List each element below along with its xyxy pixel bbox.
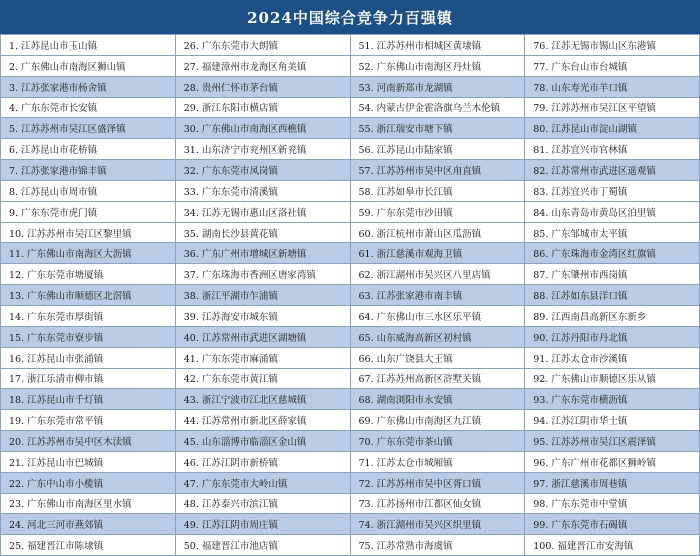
table-cell: 52. 广东佛山市南海区丹灶镇: [351, 56, 525, 77]
table-cell: 15. 广东东莞市寮步镇: [1, 327, 175, 348]
table-cell: 70. 广东东莞市茶山镇: [351, 431, 525, 452]
table-cell: 81. 江苏宜兴市官林镇: [525, 139, 699, 160]
table-cell: 13. 广东佛山市顺德区北滘镇: [1, 285, 175, 306]
table-cell: 84. 山东青岛市黄岛区泊里镇: [525, 202, 699, 223]
table-cell: 96. 广东广州市花都区狮岭镇: [525, 452, 699, 473]
table-column-3: [350, 35, 525, 556]
table-cell: 4. 广东东莞市长安镇: [1, 98, 175, 119]
table-cell: 41. 广东东莞市麻涌镇: [176, 348, 350, 369]
table-cell: 19. 广东东莞市常平镇: [1, 410, 175, 431]
table-cell: 34. 江苏无锡市惠山区洛社镇: [176, 202, 350, 223]
table-cell: 5. 江苏苏州市吴江区盛泽镇: [1, 118, 175, 139]
table-column-2: [175, 35, 350, 556]
table-cell: 95. 江苏苏州市吴江区震泽镇: [525, 431, 699, 452]
table-cell: 98. 广东东莞市中堂镇: [525, 494, 699, 515]
table-cell: 99. 广东东莞市石碣镇: [525, 514, 699, 535]
table-cell: 60. 浙江杭州市萧山区瓜沥镇: [351, 223, 525, 244]
table-cell: 16. 江苏昆山市张浦镇: [1, 348, 175, 369]
table-cell: 9. 广东东莞市虎门镇: [1, 202, 175, 223]
table-cell: 97. 浙江慈溪市周巷镇: [525, 473, 699, 494]
table-cell: 58. 江苏如皋市长江镇: [351, 181, 525, 202]
table-cell: 100. 福建晋江市安海镇: [525, 535, 699, 556]
table-cell: 57. 江苏苏州市吴中区甪直镇: [351, 160, 525, 181]
table-cell: 88. 江苏如东县洋口镇: [525, 285, 699, 306]
table-cell: 69. 广东佛山市南海区九江镇: [351, 410, 525, 431]
table-cell: 80. 江苏昆山市淀山湖镇: [525, 118, 699, 139]
table-column-1: [0, 35, 175, 556]
table-cell: 92. 广东佛山市顺德区乐从镇: [525, 369, 699, 390]
table-cell: 37. 广东珠海市香洲区唐家湾镇: [176, 264, 350, 285]
table-cell: 18. 江苏昆山市千灯镇: [1, 389, 175, 410]
table-cell: 65. 山东威海高新区初村镇: [351, 327, 525, 348]
table-cell: 82. 江苏常州市武进区遥观镇: [525, 160, 699, 181]
table-cell: 42. 广东东莞市黄江镇: [176, 369, 350, 390]
table-cell: 53. 河南新郑市龙湖镇: [351, 77, 525, 98]
table-cell: 64. 广东佛山市三水区乐平镇: [351, 306, 525, 327]
table-cell: 73. 江苏扬州市江都区仙女镇: [351, 494, 525, 515]
table-cell: 31. 山东济宁市兖州区新兖镇: [176, 139, 350, 160]
table-cell: 45. 山东淄博市临淄区金山镇: [176, 431, 350, 452]
table-cell: 33. 广东东莞市清溪镇: [176, 181, 350, 202]
table-cell: 75. 江苏常熟市海虞镇: [351, 535, 525, 556]
table-cell: 61. 浙江慈溪市观海卫镇: [351, 243, 525, 264]
table-cell: 89. 江西南昌高新区东新乡: [525, 306, 699, 327]
table-cell: 59. 广东东莞市沙田镇: [351, 202, 525, 223]
table-cell: 17. 浙江乐清市柳市镇: [1, 369, 175, 390]
table-cell: 48. 江苏泰兴市滨江镇: [176, 494, 350, 515]
table-cell: 87. 广东肇州市西岗镇: [525, 264, 699, 285]
table-cell: 21. 江苏昆山市巴城镇: [1, 452, 175, 473]
table-cell: 14. 广东东莞市厚街镇: [1, 306, 175, 327]
table-cell: 39. 江苏海安市城东镇: [176, 306, 350, 327]
table-cell: 85. 广东邹城市太平镇: [525, 223, 699, 244]
table-cell: 24. 河北三河市燕郊镇: [1, 514, 175, 535]
table-cell: 43. 浙江宁波市江北区慈城镇: [176, 389, 350, 410]
table-cell: 83. 江苏宜兴市丁蜀镇: [525, 181, 699, 202]
table-cell: 3. 江苏张家港市杨舍镇: [1, 77, 175, 98]
table-cell: 72. 江苏苏州市吴中区胥口镇: [351, 473, 525, 494]
table-cell: 25. 福建晋江市陈埭镇: [1, 535, 175, 556]
table-cell: 40. 江苏常州市武进区湖塘镇: [176, 327, 350, 348]
table-cell: 90. 江苏丹阳市丹北镇: [525, 327, 699, 348]
table-cell: 10. 江苏苏州市吴江区黎里镇: [1, 223, 175, 244]
table-cell: 91. 江苏太仓市沙溪镇: [525, 348, 699, 369]
table-cell: 56. 江苏昆山市陆家镇: [351, 139, 525, 160]
table-cell: 66. 山东广饶县大王镇: [351, 348, 525, 369]
table-cell: 1. 江苏昆山市玉山镇: [1, 35, 175, 56]
table-cell: 63. 江苏张家港市南丰镇: [351, 285, 525, 306]
table-cell: 32. 广东东莞市凤岗镇: [176, 160, 350, 181]
table-cell: 68. 湖南浏阳市永安镇: [351, 389, 525, 410]
table-cell: 47. 广东东莞市大岭山镇: [176, 473, 350, 494]
table-cell: 12. 广东东莞市塘厦镇: [1, 264, 175, 285]
table-cell: 28. 贵州仁怀市茅台镇: [176, 77, 350, 98]
table-cell: 20. 江苏苏州市吴中区木渎镇: [1, 431, 175, 452]
table-cell: 77. 广东台山市台城镇: [525, 56, 699, 77]
table-cell: 38. 浙江平湖市乍浦镇: [176, 285, 350, 306]
table-cell: 71. 江苏太仓市城厢镇: [351, 452, 525, 473]
table-cell: 74. 浙江湖州市吴兴区织里镇: [351, 514, 525, 535]
table-cell: 36. 广东广州市增城区新塘镇: [176, 243, 350, 264]
table-cell: 54. 内蒙古伊金霍洛旗乌兰木伦镇: [351, 98, 525, 119]
table-cell: 44. 江苏常州市新北区薛家镇: [176, 410, 350, 431]
table-cell: 30. 广东佛山市南海区西樵镇: [176, 118, 350, 139]
table-column-4: [524, 35, 700, 556]
table-cell: 7. 江苏张家港市锦丰镇: [1, 160, 175, 181]
table-cell: 86. 广东珠海市金湾区红旗镇: [525, 243, 699, 264]
table-cell: 6. 江苏昆山市花桥镇: [1, 139, 175, 160]
table-cell: 93. 广东东莞市横沥镇: [525, 389, 699, 410]
table-cell: 26. 广东东莞市大朗镇: [176, 35, 350, 56]
table-cell: 29. 浙江东阳市横店镇: [176, 98, 350, 119]
table-cell: 35. 湖南长沙县黄花镇: [176, 223, 350, 244]
table-cell: 79. 江苏苏州市吴江区平望镇: [525, 98, 699, 119]
table-cell: 94. 江苏江阴市华士镇: [525, 410, 699, 431]
table-cell: 8. 江苏昆山市周市镇: [1, 181, 175, 202]
table-cell: 76. 江苏无锡市锡山区东港镇: [525, 35, 699, 56]
table-cell: 51. 江苏苏州市相城区黄埭镇: [351, 35, 525, 56]
table-cell: 27. 福建漳州市龙海区角美镇: [176, 56, 350, 77]
ranking-table: [0, 34, 700, 556]
table-cell: 11. 广东佛山市南海区大沥镇: [1, 243, 175, 264]
table-cell: 2. 广东佛山市南海区狮山镇: [1, 56, 175, 77]
table-cell: 49. 江苏江阴市周庄镇: [176, 514, 350, 535]
table-cell: 78. 山东寿光市羊口镇: [525, 77, 699, 98]
table-cell: 55. 浙江瑞安市塘下镇: [351, 118, 525, 139]
table-cell: 22. 广东中山市小榄镇: [1, 473, 175, 494]
table-cell: 67. 江苏苏州高新区浒墅关镇: [351, 369, 525, 390]
table-cell: 46. 江苏江阴市新桥镇: [176, 452, 350, 473]
document-title: 2024中国综合竞争力百强镇: [0, 0, 700, 34]
table-cell: 50. 福建晋江市池店镇: [176, 535, 350, 556]
table-cell: 23. 广东佛山市南海区里水镇: [1, 494, 175, 515]
table-cell: 62. 浙江湖州市吴兴区八里店镇: [351, 264, 525, 285]
